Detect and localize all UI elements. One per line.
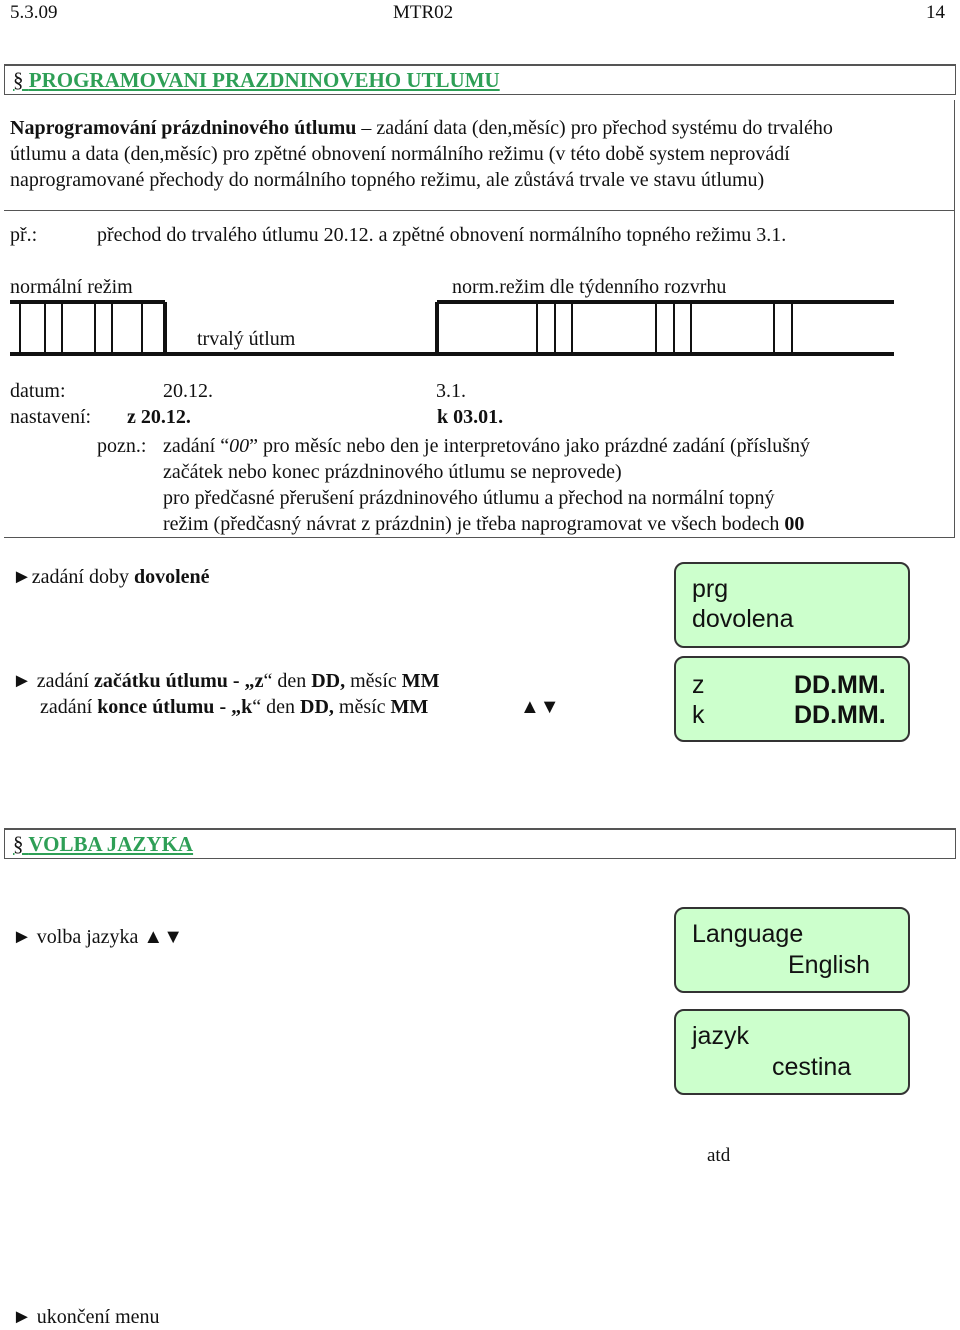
step-end-menu: ► ukončení menu [12,1306,160,1328]
doc-date: 5.3.09 [10,2,58,23]
display-k-label: k [692,701,705,729]
display-z-label: z [692,671,705,699]
display-line-2: dovolena [692,605,794,633]
step-setback-start: ► zadání začátku útlumu - „z“ den DD, měsíc MM [12,670,440,692]
arrow-right-icon: ► [12,566,32,588]
doc-code: MTR02 [393,2,454,23]
note-label: pozn.: [97,435,147,457]
weekly-schedule-label: norm.režim dle týdenního rozvrhu [452,276,727,298]
note-line-3: pro předčasné přerušení prázdninového útlumu a přechod na normální topný [163,487,775,509]
section-title-language: VOLBA JAZYKA [28,832,194,856]
display-start-end-dates [674,656,910,742]
note-line-1: zadání “00” pro měsíc nebo den je interpretováno jako prázdné zadání (příslušný [163,435,810,457]
example-text: přechod do trvalého útlumu 20.12. a zpětné obnovení normálního topného režimu 3.1. [97,224,787,246]
nastaveni-label: nastavení: [10,406,92,428]
nastaveni-from: z 20.12. [127,406,191,428]
display-language-czech [674,1009,910,1095]
intro-line-3: naprogramované přechody do normálního topného režimu, ale zůstává trvale ve stavu útlumu) [10,169,765,191]
intro-line-1: Naprogramování prázdninového útlumu – zadání data (den,měsíc) pro přechod systému do trvalého [10,117,833,139]
setback-timeline-diagram [10,296,900,360]
step-setback-end: zadání konce útlumu - „k“ den DD, měsíc MM [40,696,429,718]
arrow-right-icon: ► [12,1306,32,1328]
display-prg-dovolena [674,562,910,648]
display-z-value: DD.MM. [794,671,886,699]
note-line-4: režim (předčasný návrat z prázdnin) je třeba naprogramovat ve všech bodech 00 [163,513,805,535]
datum-to: 3.1. [436,380,466,402]
section-symbol: § [13,68,24,92]
display-line-1: prg [692,575,729,603]
section-header-holiday [4,64,956,95]
nastaveni-to: k 03.01. [437,406,504,428]
page-number: 14 [926,2,945,23]
permanent-setback-label: trvalý útlum [197,328,296,350]
display-k-value: DD.MM. [794,701,886,729]
section-title-holiday: PROGRAMOVANI PRAZDNINOVEHO UTLUMU [28,68,500,92]
example-label: př.: [10,224,38,246]
display-line-1: jazyk [692,1022,749,1050]
display-language-english [674,907,910,993]
arrow-right-icon: ► [12,670,32,692]
normal-mode-label: normální režim [10,276,133,298]
display-line-1: Language [692,920,804,948]
section-header-language [4,828,956,859]
note-line-2: začátek nebo konec prázdninového útlumu se neprovede) [163,461,622,483]
up-down-arrows-icon: ▲▼ [520,696,560,718]
display-line-2: English [788,951,870,979]
step-language-select: ► volba jazyka ▲▼ [12,926,184,948]
etc-label: atd [707,1145,731,1166]
datum-label: datum: [10,380,66,402]
section-symbol: § [13,832,24,856]
step-holiday-duration: ►zadání doby dovolené [12,566,210,588]
intro-line-2: útlumu a data (den,měsíc) pro zpětné obnovení normálního režimu (v této době system neprovádí [10,143,790,165]
display-line-2: cestina [772,1053,852,1081]
separator-line [4,210,955,211]
datum-from: 20.12. [163,380,213,402]
arrow-right-icon: ► [12,926,32,948]
